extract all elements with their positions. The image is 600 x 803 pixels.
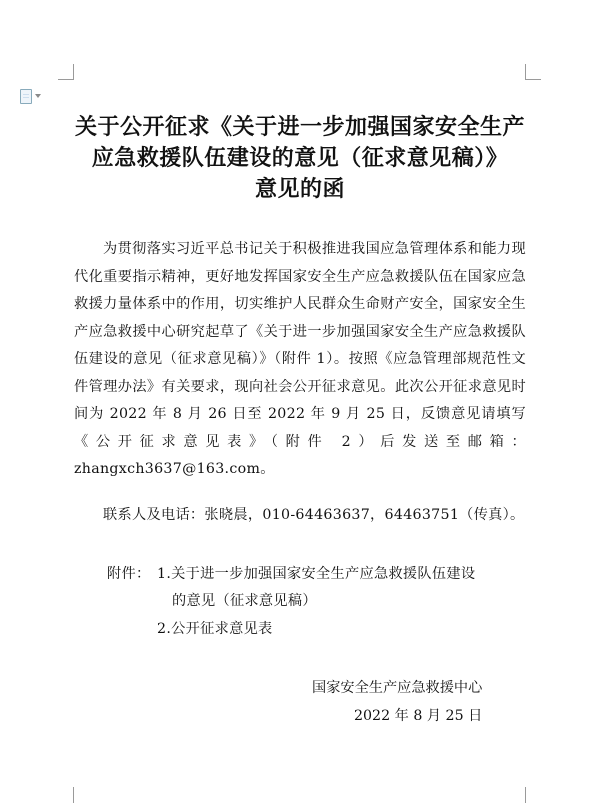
document-title xyxy=(40,112,560,205)
document-icon[interactable] xyxy=(20,88,50,104)
attachment-item-1-cont: 的意见（征求意见稿） xyxy=(172,593,317,609)
attachments-label: 附件： xyxy=(107,566,151,582)
signature-date: 2022 年 8 月 25 日 xyxy=(354,708,483,724)
crop-mark-top-left-v xyxy=(73,64,74,80)
title-line-1: 关于公开征求《关于进一步加强国家安全生产 xyxy=(74,114,525,140)
crop-mark-bottom-right-v xyxy=(525,787,526,803)
crop-mark-top-right-h xyxy=(525,79,541,80)
attachment-item-1: 1.关于进一步加强国家安全生产应急救援队伍建设 xyxy=(157,566,476,582)
crop-mark-top-right-v xyxy=(525,64,526,80)
title-line-3: 意见的函 xyxy=(254,176,345,202)
title-line-2: 应急救援队伍建设的意见（征求意见稿）》 xyxy=(91,145,509,171)
chevron-down-icon xyxy=(35,94,41,98)
signature-org: 国家安全生产应急救援中心 xyxy=(312,680,483,696)
contact-line: 联系人及电话：张晓晨，010-64463637，64463751（传真）。 xyxy=(103,507,525,523)
page-icon xyxy=(20,89,32,104)
body-paragraph: 为贯彻落实习近平总书记关于积极推进我国应急管理体系和能力现代化重要指示精神，更好地发挥国家安全生产应急救援队伍在国家应急救援力量体系中的作用，切实维护人民群众生命财产安全，国家安全生产应急救援中心研究起草了《关于进一步加强国家安全生产应急救援队伍建设的意见（征求意见稿）》（附件 1）。按照《应急管理部规范性文件管理办法》有关要求，现向社会公开征求意见。此次公开征求意见时间为 2022 年 8 月 26 日至 2022 年 9 月 25 日，反馈意见请填写《公开征求意见表》（附件 2）后发送至邮箱：zhangxch3637@163.com。 xyxy=(74,241,526,477)
crop-mark-top-left-h xyxy=(58,79,74,80)
attachment-item-2: 2.公开征求意见表 xyxy=(157,621,273,637)
crop-mark-bottom-left-v xyxy=(73,787,74,803)
